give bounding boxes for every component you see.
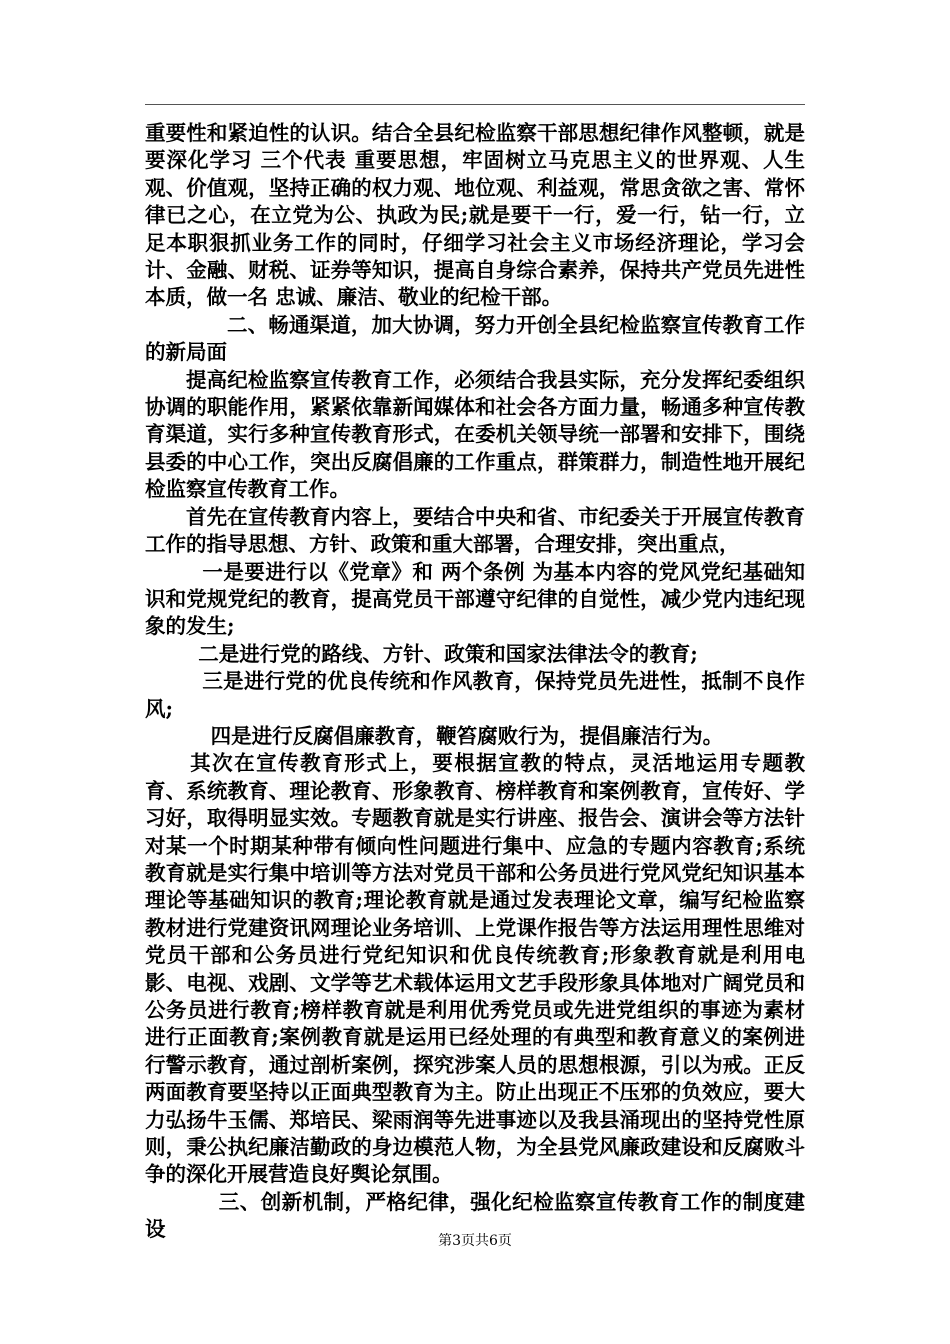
paragraph: 一是要进行以《党章》和 两个条例 为基本内容的党风党纪基础知识和党规党纪的教育，提高党员干部遵守纪律的自觉性，减少党内违纪现象的发生; [145, 559, 805, 639]
paragraph: 四是进行反腐倡廉教育，鞭笞腐败行为，提倡廉洁行为。 [210, 723, 724, 748]
paragraph: 首先在宣传教育内容上，要结合中央和省、市纪委关于开展宣传教育工作的指导思想、方针、政策和重大部署，合理安排，突出重点， [145, 504, 805, 557]
page-number: 第3页共6页 [438, 1233, 512, 1249]
paragraph: 三、创新机制，严格纪律，强化纪检监察宣传教育工作的制度建设 [145, 1189, 805, 1242]
paragraph: 其次在宣传教育形式上，要根据宣教的特点，灵活地运用专题教育、系统教育、理论教育、形象教育、榜样教育和案例教育，宣传好、学习好，取得明显实效。专题教育就是实行讲座、报告会、演讲会等方法针对某一个时期某种带有倾向性问题进行集中、应急的专题内容教育;系统教育就是实行集中培训等方法对党员干部和公务员进行党风党纪知识基本理论等基础知识的教育;理论教育就是通过发表理论文章，编写纪检监察教材进行党建资讯网理论业务培训、上党课作报告等方法运用理性思维对党员干部和公务员进行党纪知识和优良传统教育;形象教育就是利用电影、电视、戏剧、文学等艺术载体运用文艺手段形象具体地对广阔党员和公务员进行教育;榜样教育就是利用优秀党员或先进党组织的事迹为素材进行正面教育;案例教育就是运用已经处理的有典型和教育意义的案例进行警示教育，通过剖析案例，探究涉案人员的思想根源，引以为戒。正反两面教育要坚持以正面典型教育为主。防止出现正不压邪的负效应，要大力弘扬牛玉儒、郑培民、梁雨润等先进事迹以及我县涌现出的坚持党性原则，秉公执纪廉洁勤政的身边模范人物，为全县党风廉政建设和反腐败斗争的深化开展营造良好舆论氛围。 [145, 751, 805, 1187]
paragraph: 二、畅通渠道，加大协调，努力开创全县纪检监察宣传教育工作的新局面 [145, 312, 805, 365]
header-rule [145, 104, 805, 105]
paragraph: 三是进行党的优良传统和作风教育，保持党员先进性，抵制不良作风; [145, 669, 805, 721]
document-body [145, 120, 805, 1244]
paragraph: 提高纪检监察宣传教育工作，必须结合我县实际，充分发挥纪委组织协调的职能作用，紧紧依靠新闻媒体和社会各方面力量，畅通多种宣传教育渠道，实行多种宣传教育形式，在委机关领导统一部署和安排下，围绕县委的中心工作，突出反腐倡廉的工作重点，群策群力，制造性地开展纪检监察宣传教育工作。 [145, 367, 805, 502]
paragraph: 二是进行党的路线、方针、政策和国家法律法令的教育; [198, 641, 698, 666]
paragraph: 重要性和紧迫性的认识。结合全县纪检监察干部思想纪律作风整顿，就是要深化学习 三个代表 重要思想，牢固树立马克思主义的世界观、人生观、价值观，坚持正确的权力观、地位观、利益观，常思贪欲之害、常怀律已之心，在立党为公、执政为民;就是要干一行，爱一行，钻一行，立足本职狠抓业务工作的同时，仔细学习社会主义市场经济理论，学习会计、金融、财税、证券等知识，提高自身综合素养，保持共产党员先进性本质，做一名 忠诚、廉洁、敬业的纪检干部。 [145, 121, 805, 310]
